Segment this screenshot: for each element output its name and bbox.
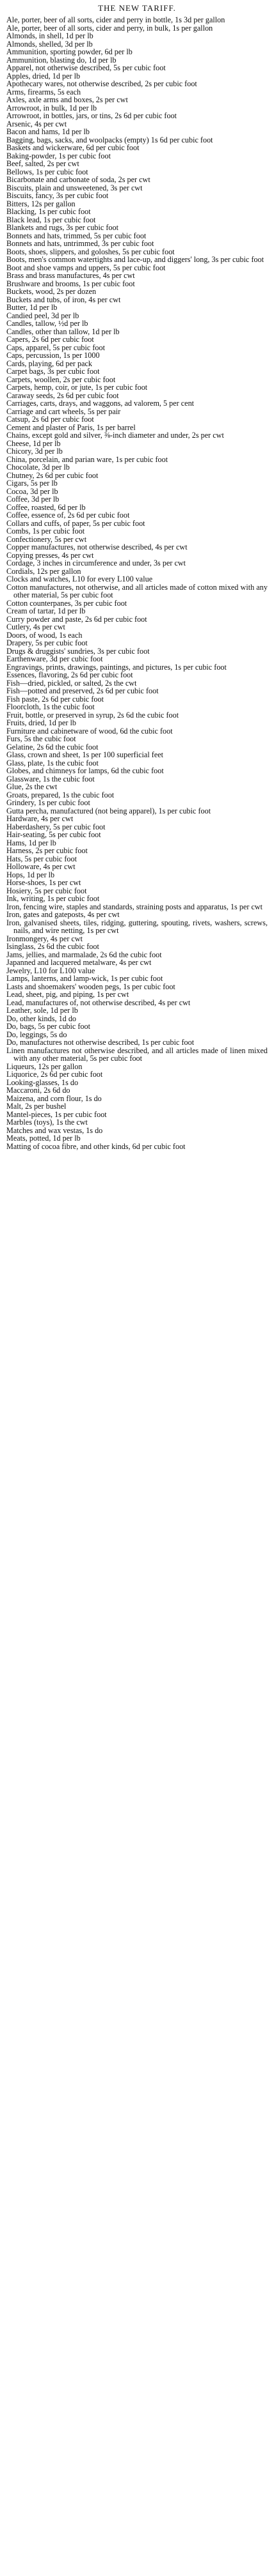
document-title: THE NEW TARIFF. [98, 3, 176, 13]
tariff-entry: Axles, axle arms and boxes, 2s per cwt [6, 95, 128, 104]
tariff-entry: Bonnets and hats, trimmed, 5s per cubic foot [6, 231, 147, 240]
tariff-entry: Lamps, lanterns, and lamp-wick, 1s per cubic foot [6, 974, 163, 983]
tariff-entry: Jams, jellies, and marmalade, 2s 6d the cubic foot [6, 950, 162, 959]
tariff-entry: Maccaroni, 2s 6d do [6, 1086, 70, 1095]
tariff-entry: Carriages, carts, drays, and waggons, ad valorem, 5 per cent [6, 399, 195, 408]
tariff-entry: Bellows, 1s per cubic foot [6, 167, 88, 176]
tariff-entry: Linen manufactures not otherwise described, and all articles made of linen mixed with any other material, 5s per cubic foot [6, 1045, 268, 1063]
tariff-entry: Coffee, roasted, 6d per lb [6, 502, 86, 512]
tariff-entry: Gelatine, 2s 6d the cubic foot [6, 742, 99, 752]
tariff-entry: Lead, sheet, pig, and piping, 1s per cwt [6, 990, 129, 999]
tariff-entry: Catsup, 2s 6d per cubic foot [6, 415, 94, 424]
tariff-entry: Iron, gates and gateposts, 4s per cwt [6, 910, 120, 919]
tariff-entry: Chocolate, 3d per lb [6, 463, 70, 472]
tariff-entry: Cigars, 5s per lb [6, 479, 58, 488]
tariff-entry: Coffee, essence of, 2s 6d per cubic foot [6, 511, 130, 520]
tariff-entry: Marbles (toys), 1s the cwt [6, 1118, 88, 1127]
tariff-entry: Chicory, 3d per lb [6, 447, 63, 456]
tariff-entry: Jewelry, L10 for L100 value [6, 966, 95, 975]
tariff-entry: Ammunition, blasting do, 1d per lb [6, 55, 117, 65]
tariff-entry: Haberdashery, 5s per cubic foot [6, 822, 106, 831]
tariff-entry: Holloware, 4s per cwt [6, 862, 76, 871]
tariff-entry: Chutney, 2s 6d per cubic foot [6, 470, 99, 480]
tariff-entry: Hosiery, 5s per cubic foot [6, 886, 87, 895]
tariff-entry: Do, leggings, 5s do [6, 1030, 67, 1039]
tariff-entry: Coffee, 3d per lb [6, 495, 60, 504]
tariff-entry: Engravings, prints, drawings, paintings, and pictures, 1s per cubic foot [6, 662, 227, 672]
tariff-entry: Lead, manufactures of, not otherwise described, 4s per cwt [6, 998, 191, 1007]
tariff-entry: Bicarbonate and carbonate of soda, 2s per cwt [6, 175, 150, 184]
tariff-entry: Drugs & druggists' sundries, 3s per cubic foot [6, 646, 150, 656]
tariff-entry: Harness, 2s per cubic foot [6, 846, 88, 855]
tariff-entry: Maizena, and corn flour, 1s do [6, 1093, 102, 1103]
tariff-entry: Almonds, shelled, 3d per lb [6, 39, 93, 49]
tariff-entry: Boots, men's common watertights and lace-up, and diggers' long, 3s per cubic foot [6, 255, 264, 264]
tariff-entry: Cordage, 3 inches in circumference and under, 3s per cwt [6, 559, 186, 567]
tariff-entry: Cheese, 1d per lb [6, 438, 61, 448]
tariff-entry: Collars and cuffs, of paper, 5s per cubic foot [6, 518, 145, 528]
tariff-entry: Arms, firearms, 5s each [6, 87, 81, 96]
tariff-entry: Copper manufactures, not otherwise described, 4s per cwt [6, 543, 188, 551]
tariff-entry: Hats, 5s per cubic foot [6, 854, 77, 863]
tariff-entry: Carpets, hemp, coir, or jute, 1s per cubic foot [6, 383, 148, 392]
tariff-entry: Fruits, dried, 1d per lb [6, 718, 76, 727]
tariff-entry: Baskets and wickerware, 6d per cubic foot [6, 143, 140, 152]
tariff-entry: Matches and wax vestas, 1s do [6, 1125, 103, 1135]
tariff-entry: Butter, 1d per lb [6, 303, 58, 312]
tariff-entry: Looking-glasses, 1s do [6, 1077, 79, 1087]
tariff-entry: Combs, 1s per cubic foot [6, 527, 85, 536]
tariff-entry: Chains, except gold and silver, ⅜-inch diameter and under, 2s per cwt [6, 431, 224, 440]
tariff-entry: Fish—potted and preserved, 2s 6d per cubic foot [6, 686, 159, 695]
tariff-entry: Cards, playing, 6d per pack [6, 359, 93, 368]
tariff-entry: Cocoa, 3d per lb [6, 486, 58, 496]
tariff-entry: Copying presses, 4s per cwt [6, 550, 94, 560]
tariff-entry: Curry powder and paste, 2s 6d per cubic foot [6, 614, 147, 624]
tariff-entry: Fish paste, 2s 6d per cubic foot [6, 694, 104, 704]
tariff-entry: Cotton counterpanes, 3s per cubic foot [6, 598, 127, 608]
tariff-entry: Caps, apparel, 5s per cubic foot [6, 343, 105, 352]
tariff-entry: Hardware, 4s per cwt [6, 814, 74, 823]
tariff-entry: Black lead, 1s per cubic foot [6, 215, 96, 224]
tariff-entry: Capers, 2s 6d per cubic foot [6, 335, 94, 344]
tariff-entry: Arsenic, 4s per cwt [6, 119, 67, 128]
tariff-entry: Bitters, 12s per gallon [6, 199, 76, 208]
tariff-entry: Doors, of wood, 1s each [6, 630, 83, 640]
tariff-entry: Essences, flavoring, 2s 6d per cubic foot [6, 670, 133, 679]
tariff-entry: Isinglass, 2s 6d the cubic foot [6, 942, 99, 951]
tariff-entry: Confectionery, 5s per cwt [6, 534, 87, 544]
tariff-entry: Candles, other than tallow, 1d per lb [6, 327, 120, 336]
tariff-entry: Cutlery, 4s per cwt [6, 622, 65, 631]
tariff-entry: Hops, 1d per lb [6, 870, 55, 879]
tariff-entry: Arrowroot, in bulk, 1d per lb [6, 103, 97, 112]
tariff-entry: Floorcloth, 1s the cubic foot [6, 702, 95, 711]
tariff-entry: Caps, percussion, 1s per 1000 [6, 351, 100, 360]
tariff-entry: Iron, galvanised sheets, tiles, ridging, guttering, spouting, rivets, washers, screws, nails, and wire netting, 1s per cwt [6, 918, 268, 935]
tariff-entry: Clocks and watches, L10 for every L100 value [6, 575, 153, 583]
tariff-entry: Boot and shoe vamps and uppers, 5s per cubic foot [6, 263, 166, 272]
tariff-entry: Fish—dried, pickled, or salted, 2s the cwt [6, 678, 137, 688]
tariff-entry: Glass, crown and sheet, 1s per 100 superficial feet [6, 750, 164, 759]
tariff-entry: Arrowroot, in bottles, jars, or tins, 2s 6d per cubic foot [6, 111, 177, 120]
tariff-entry: Buckets, wood, 2s per dozen [6, 287, 97, 296]
tariff-entry: Hair-seating, 5s per cubic foot [6, 830, 101, 839]
tariff-entry: Glass, plate, 1s the cubic foot [6, 758, 99, 767]
tariff-entry: Glue, 2s the cwt [6, 782, 58, 791]
tariff-entry: Blacking, 1s per cubic foot [6, 207, 91, 216]
tariff-entry: Baking-powder, 1s per cubic foot [6, 151, 111, 160]
tariff-entry: Meats, potted, 1d per lb [6, 1134, 81, 1143]
tariff-entry: Groats, prepared, 1s the cubic foot [6, 790, 115, 799]
tariff-entry: Ironmongery, 4s per cwt [6, 934, 83, 943]
tariff-entry: Carriage and cart wheels, 5s per pair [6, 406, 121, 416]
tariff-entry: Almonds, in shell, 1d per lb [6, 31, 93, 40]
tariff-entry: Cotton manufactures, not otherwise, and all articles made of cotton mixed with any other material, 5s per cubic foot [6, 582, 268, 599]
tariff-entry: Globes, and chimneys for lamps, 6d the cubic foot [6, 766, 164, 775]
tariff-entry: Ale, porter, beer of all sorts, cider and perry in bottle, 1s 3d per gallon [6, 15, 225, 24]
tariff-entry: Candied peel, 3d per lb [6, 311, 79, 320]
tariff-entry: Caraway seeds, 2s 6d per cubic foot [6, 390, 119, 400]
tariff-entry: Iron, fencing wire, staples and standards, straining posts and apparatus, 1s per cwt [6, 902, 263, 911]
tariff-entry: Glassware, 1s the cubic foot [6, 774, 95, 783]
tariff-entry: Gutta percha, manufactured (not being apparel), 1s per cubic foot [6, 806, 211, 815]
tariff-entry: Lasts and shoemakers' wooden pegs, 1s per cubic foot [6, 982, 175, 991]
tariff-entry: Apothecary wares, not otherwise described, 2s per cubic foot [6, 79, 197, 88]
tariff-entry: Do, manufactures not otherwise described, 1s per cubic foot [6, 1038, 195, 1047]
tariff-entry: Furniture and cabinetware of wood, 6d the cubic foot [6, 726, 173, 736]
tariff-entry: Ink, writing, 1s per cubic foot [6, 894, 100, 903]
tariff-entry: Cordials, 12s per gallon [6, 566, 81, 576]
tariff-entry: Liqueurs, 12s per gallon [6, 1061, 83, 1071]
tariff-entry: Apparel, not otherwise described, 5s per cubic foot [6, 63, 166, 72]
tariff-entry: Liquorice, 2s 6d per cubic foot [6, 1070, 103, 1079]
tariff-entry: Beef, salted, 2s per cwt [6, 159, 79, 168]
tariff-entry: Boots, shoes, slippers, and goloshes, 5s per cubic foot [6, 247, 175, 256]
tariff-entry: Cement and plaster of Paris, 1s per barrel [6, 422, 136, 432]
tariff-entry: Drapery, 5s per cubic foot [6, 638, 88, 647]
tariff-list [6, 16, 268, 1150]
tariff-entry: Apples, dried, 1d per lb [6, 71, 81, 81]
tariff-entry: Ammunition, sporting powder, 6d per lb [6, 47, 133, 56]
tariff-entry: Bacon and hams, 1d per lb [6, 127, 90, 136]
tariff-entry: Cream of tartar, 1d per lb [6, 606, 86, 615]
tariff-entry: Candles, tallow, ½d per lb [6, 319, 88, 328]
tariff-entry: Matting of cocoa fibre, and other kinds, 6d per cubic foot [6, 1141, 186, 1151]
tariff-entry: Horse-shoes, 1s per cwt [6, 878, 81, 887]
tariff-entry: Leather, sole, 1d per lb [6, 1006, 78, 1015]
tariff-entry: Bonnets and hats, untrimmed, 3s per cubic foot [6, 239, 154, 248]
tariff-entry: Carpets, woollen, 2s per cubic foot [6, 374, 116, 384]
tariff-entry: Grindery, 1s per cubic foot [6, 798, 90, 807]
tariff-entry: China, porcelain, and parian ware, 1s per cubic foot [6, 454, 168, 464]
tariff-entry: Biscuits, plain and unsweetened, 3s per cwt [6, 183, 143, 192]
tariff-entry: Blankets and rugs, 3s per cubic foot [6, 223, 118, 232]
tariff-entry: Bagging, bags, sacks, and woolpacks (empty) 1s 6d per cubic foot [6, 135, 213, 144]
tariff-entry: Furs, 5s the cubic foot [6, 734, 76, 743]
tariff-entry: Ale, porter, beer of all sorts, cider and perry, in bulk, 1s per gallon [6, 23, 213, 33]
tariff-entry: Malt, 2s per bushel [6, 1102, 67, 1111]
tariff-entry: Do, other kinds, 1d do [6, 1014, 77, 1023]
tariff-entry: Carpet bags, 3s per cubic foot [6, 367, 100, 376]
tariff-entry: Biscuits, fancy, 3s per cubic foot [6, 191, 109, 200]
tariff-entry: Brass and brass manufactures, 4s per cwt [6, 271, 135, 280]
tariff-entry: Hams, 1d per lb [6, 838, 56, 847]
tariff-entry: Brushware and brooms, 1s per cubic foot [6, 279, 135, 288]
tariff-entry: Mantel-pieces, 1s per cubic foot [6, 1109, 107, 1119]
tariff-entry: Japanned and lacquered metalware, 4s per cwt [6, 958, 152, 967]
tariff-entry: Earthenware, 3d per cubic foot [6, 654, 103, 663]
tariff-entry: Do, bags, 5s per cubic foot [6, 1022, 90, 1031]
tariff-entry: Buckets and tubs, of iron, 4s per cwt [6, 295, 121, 304]
tariff-entry: Fruit, bottle, or preserved in syrup, 2s 6d the cubic foot [6, 710, 179, 720]
